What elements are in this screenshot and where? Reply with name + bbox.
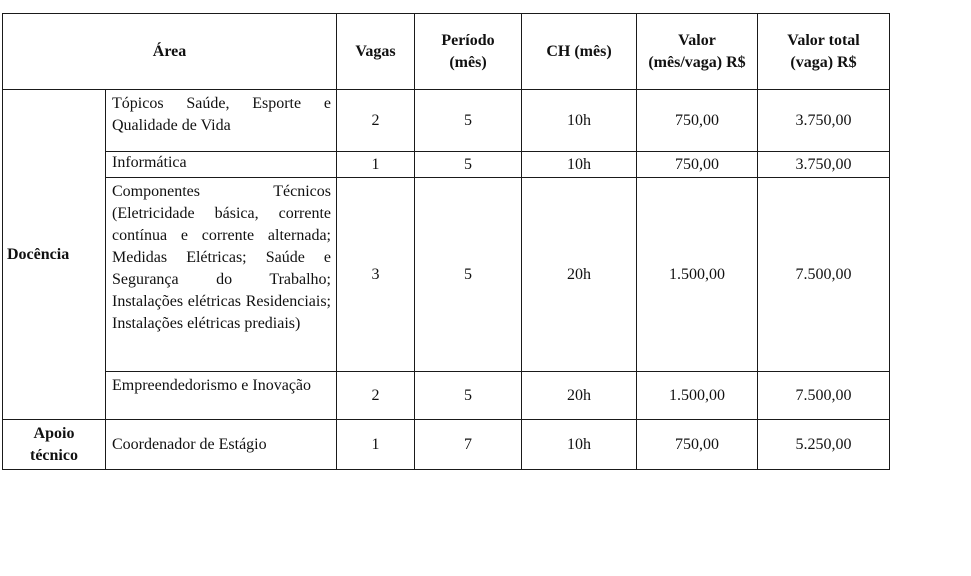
header-vagas: Vagas (337, 14, 415, 90)
table-row (3, 420, 890, 470)
topic-cell: Componentes Técnicos (Eletricidade básica, corrente contínua e corrente alternada; Medidas Elétricas; Saúde e Segurança do Trabalho; Instalações elétricas Residenciais; Instalações elétricas prediais) (106, 178, 337, 372)
ch-cell: 20h (522, 178, 637, 372)
valor-total-cell: 7.500,00 (758, 372, 890, 420)
valor-total-cell: 7.500,00 (758, 178, 890, 372)
table-row (3, 178, 890, 372)
topic-cell: Empreendedorismo e Inovação (106, 372, 337, 420)
header-periodo (415, 14, 522, 90)
header-valor-total (758, 14, 890, 90)
header-valor-total-text: Valor total (vaga) R$ (787, 31, 860, 71)
ch-cell: 10h (522, 420, 637, 470)
table-row (3, 372, 890, 420)
vagas-cell: 2 (337, 372, 415, 420)
valor-total-cell: 3.750,00 (758, 152, 890, 178)
header-valor-text: Valor (mês/vaga) R$ (648, 31, 746, 71)
periodo-cell: 7 (415, 420, 522, 470)
group-docencia: Docência (3, 90, 106, 420)
periodo-cell: 5 (415, 178, 522, 372)
valor-cell: 750,00 (637, 152, 758, 178)
ch-cell: 20h (522, 372, 637, 420)
topic-cell: Informática (106, 152, 337, 178)
table-row (3, 152, 890, 178)
header-row (3, 14, 890, 90)
header-ch: CH (mês) (522, 14, 637, 90)
vagas-cell: 2 (337, 90, 415, 152)
valor-cell: 1.500,00 (637, 178, 758, 372)
header-periodo-text: Período (mês) (441, 31, 495, 71)
valor-cell: 750,00 (637, 90, 758, 152)
periodo-cell: 5 (415, 152, 522, 178)
valor-total-cell: 5.250,00 (758, 420, 890, 470)
topic-cell: Coordenador de Estágio (106, 420, 337, 470)
ch-cell: 10h (522, 90, 637, 152)
vagas-cell: 1 (337, 152, 415, 178)
vagas-cell: 1 (337, 420, 415, 470)
header-valor (637, 14, 758, 90)
periodo-cell: 5 (415, 90, 522, 152)
ch-cell: 10h (522, 152, 637, 178)
header-area: Área (3, 14, 337, 90)
valor-total-cell: 3.750,00 (758, 90, 890, 152)
valor-cell: 1.500,00 (637, 372, 758, 420)
vagas-cell: 3 (337, 178, 415, 372)
periodo-cell: 5 (415, 372, 522, 420)
table-row (3, 90, 890, 152)
group-apoio-tecnico (3, 420, 106, 470)
vagas-table (2, 13, 890, 470)
valor-cell: 750,00 (637, 420, 758, 470)
topic-cell: Tópicos Saúde, Esporte e Qualidade de Vida (106, 90, 337, 152)
group-apoio-tecnico-text: Apoio técnico (30, 424, 78, 464)
